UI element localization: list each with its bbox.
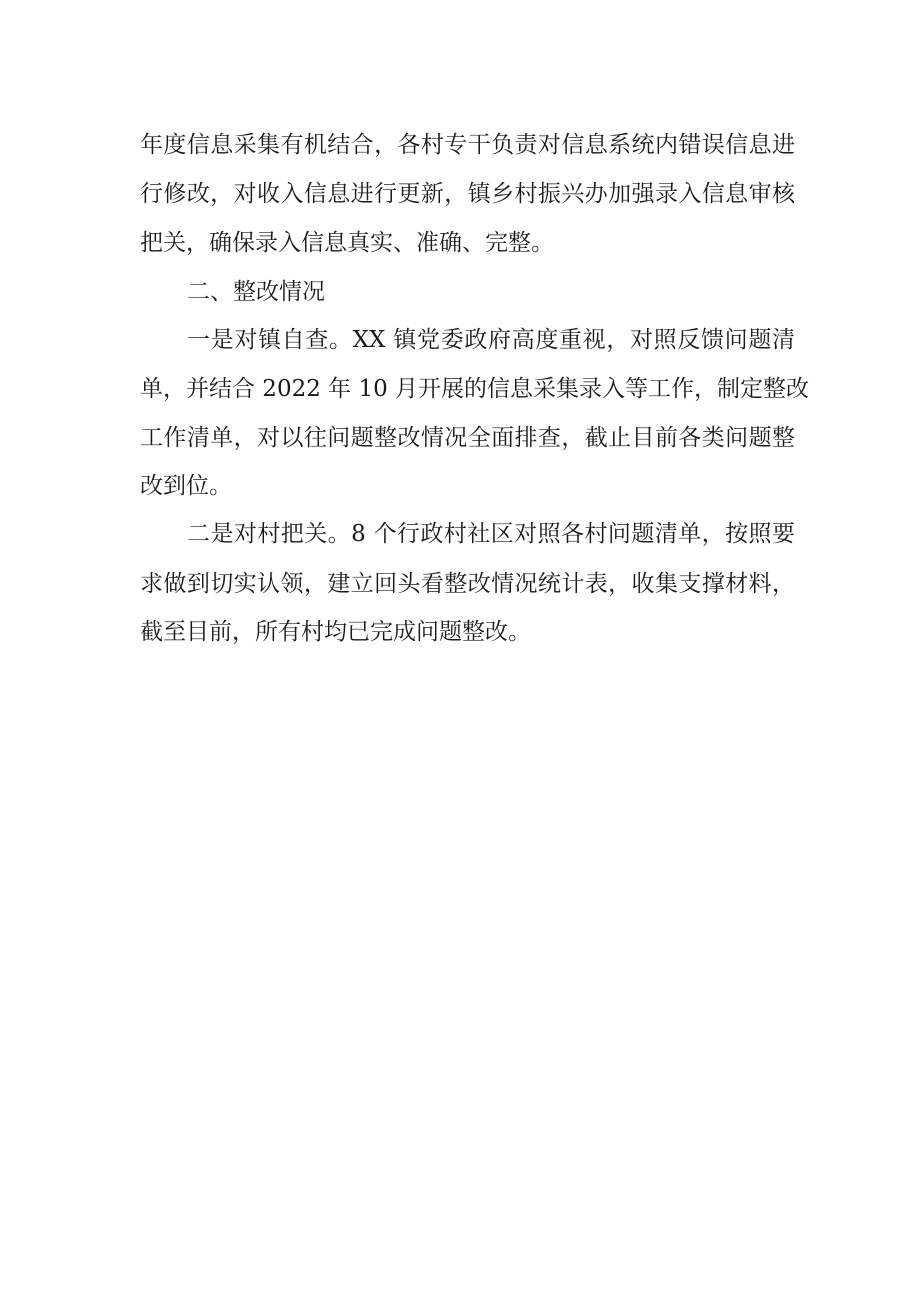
paragraph-1-line-1: 年度信息采集有机结合，各村专干负责对信息系统内错误信息进 <box>140 132 795 158</box>
paragraph-1-line-3: 把关，确保录入信息真实、准确、完整。 <box>140 230 554 256</box>
section-heading: 二、整改情况 <box>187 279 325 305</box>
paragraph-2-line-2: 单，并结合 2022 年 10 月开展的信息采集录入等工作，制定整改 <box>140 376 810 402</box>
paragraph-2-line-3: 工作清单，对以往问题整改情况全面排查，截止目前各类问题整 <box>140 425 795 451</box>
paragraph-2-line-1: 一是对镇自查。XX 镇党委政府高度重视，对照反馈问题清 <box>187 327 795 353</box>
paragraph-1-line-2: 行修改，对收入信息进行更新，镇乡村振兴办加强录入信息审核 <box>140 181 795 207</box>
paragraph-2-line-4: 改到位。 <box>140 473 232 499</box>
paragraph-3-line-1: 二是对村把关。8 个行政村社区对照各村问题清单，按照要 <box>187 521 795 547</box>
paragraph-3-line-2: 求做到切实认领，建立回头看整改情况统计表，收集支撑材料， <box>140 571 795 597</box>
paragraph-3-line-3: 截至目前，所有村均已完成问题整改。 <box>140 619 531 645</box>
